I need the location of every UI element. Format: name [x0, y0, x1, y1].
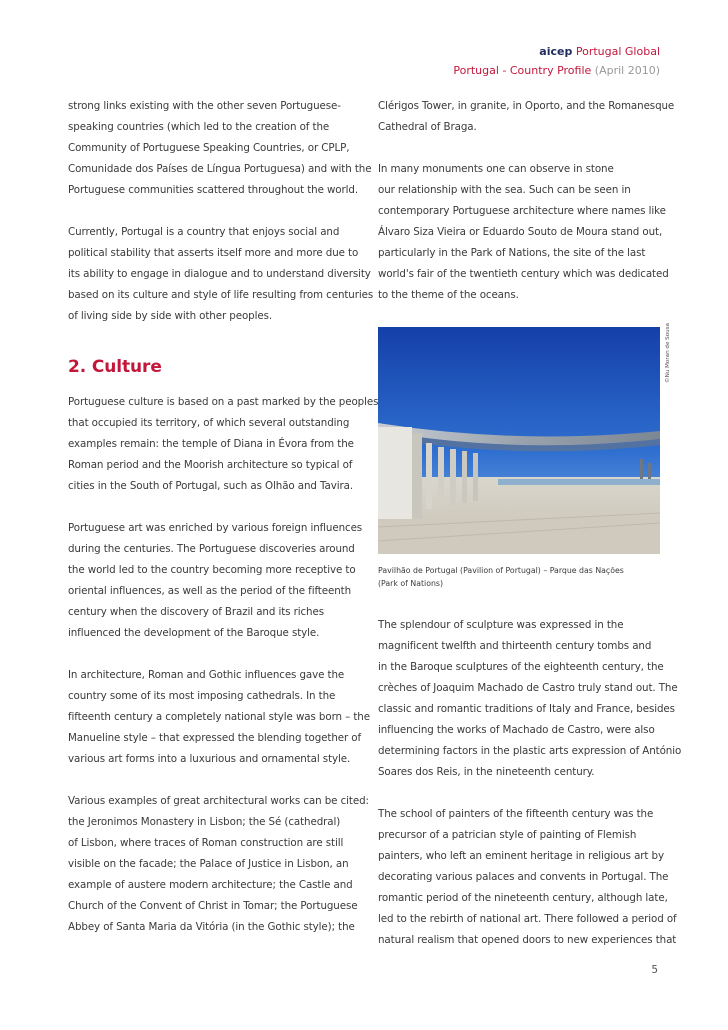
caption-line: Pavilhão de Portugal (Pavilion of Portugal) – Parque das Nações: [378, 566, 624, 575]
text-line: Community of Portuguese Speaking Countries, or CPLP,: [68, 142, 350, 154]
text-line: Currently, Portugal is a country that enjoys social and: [68, 226, 340, 238]
text-line: natural realism that opened doors to new experiences that: [378, 934, 677, 946]
text-line: the Jeronimos Monastery in Lisbon; the Sé (cathedral): [68, 816, 341, 828]
header-profile-line: [453, 61, 660, 80]
text-line: Clérigos Tower, in granite, in Oporto, and the Romanesque: [378, 100, 675, 112]
section-heading-culture: 2. Culture: [68, 357, 162, 377]
header-brand-line: [453, 42, 660, 61]
text-line: century when the discovery of Brazil and its riches: [68, 606, 324, 618]
left-column: [68, 96, 379, 938]
text-line: cities in the South of Portugal, such as Olhão and Tavira.: [68, 480, 353, 492]
text-line: country some of its most imposing cathedrals. In the: [68, 690, 336, 702]
text-line: to the theme of the oceans.: [378, 289, 519, 301]
paragraph: [68, 518, 363, 644]
paragraph: [68, 222, 374, 327]
photo-credit: ©Nu Moran de Sousa: [665, 322, 671, 383]
text-line: the world led to the country becoming more receptive to: [68, 564, 356, 576]
text-line: In architecture, Roman and Gothic influences gave the: [68, 669, 345, 681]
text-line: decorating various palaces and convents in Portugal. The: [378, 871, 669, 883]
text-line: of living side by side with other peoples.: [68, 310, 273, 322]
text-line: particularly in the Park of Nations, the site of the last: [378, 247, 646, 259]
paragraph: [378, 159, 669, 306]
text-line: its ability to engage in dialogue and to understand diversity: [68, 268, 371, 280]
caption-line: (Park of Nations): [378, 579, 444, 588]
page-number: 5: [651, 964, 658, 976]
paragraph: [68, 96, 372, 201]
text-line: Church of the Convent of Christ in Tomar; the Portuguese: [68, 900, 358, 912]
text-line: Various examples of great architectural works can be cited:: [68, 795, 369, 807]
text-line: fifteenth century a completely national style was born – the: [68, 711, 370, 723]
text-line: The school of painters of the fifteenth century was the: [378, 808, 654, 820]
text-line: Comunidade dos Países de Língua Portuguesa) and with the: [68, 163, 372, 175]
right-column-top: [378, 96, 675, 306]
paragraph: [68, 665, 370, 770]
text-line: visible on the facade; the Palace of Justice in Lisbon, an: [68, 858, 349, 870]
text-line: various art forms into a luxurious and ornamental style.: [68, 753, 351, 765]
text-line: determining factors in the plastic arts expression of António: [378, 745, 682, 757]
text-line: influencing the works of Machado de Castro, were also: [378, 724, 655, 736]
text-line: examples remain: the temple of Diana in Évora from the: [68, 438, 354, 450]
text-line: during the centuries. The Portuguese discoveries around: [68, 543, 355, 555]
right-column-bottom: [378, 615, 682, 951]
text-line: that occupied its territory, of which several outstanding: [68, 417, 350, 429]
text-line: romantic period of the nineteenth century, although late,: [378, 892, 668, 904]
profile-title: Portugal - Country Profile: [453, 64, 592, 77]
text-line: Portuguese communities scattered throughout the world.: [68, 184, 359, 196]
text-line: world's fair of the twentieth century which was dedicated: [378, 268, 669, 280]
text-line: Cathedral of Braga.: [378, 121, 477, 133]
text-line: painters, who left an eminent heritage in religious art by: [378, 850, 664, 862]
text-line: our relationship with the sea. Such can be seen in: [378, 184, 631, 196]
text-line: oriental influences, as well as the period of the fifteenth: [68, 585, 351, 597]
text-line: based on its culture and style of life resulting from centuries: [68, 289, 374, 301]
text-line: political stability that asserts itself more and more due to: [68, 247, 359, 259]
profile-date: (April 2010): [594, 64, 660, 77]
paragraph: [378, 615, 682, 783]
text-line: of Lisbon, where traces of Roman construction are still: [68, 837, 344, 849]
page-header: [453, 42, 660, 80]
text-line: crèches of Joaquim Machado de Castro truly stand out. The: [378, 682, 678, 694]
brand-name: aicep: [539, 45, 573, 58]
text-line: led to the rebirth of national art. There followed a period of: [378, 913, 677, 925]
text-line: strong links existing with the other seven Portuguese-: [68, 100, 341, 112]
text-line: Portuguese art was enriched by various foreign influences: [68, 522, 363, 534]
text-line: Portuguese culture is based on a past marked by the peoples: [68, 396, 379, 408]
text-line: Soares dos Reis, in the nineteenth century.: [378, 766, 595, 778]
text-line: classic and romantic traditions of Italy and France, besides: [378, 703, 675, 715]
paragraph: [68, 392, 379, 497]
text-line: Manueline style – that expressed the blending together of: [68, 732, 362, 744]
text-line: In many monuments one can observe in stone: [378, 163, 614, 175]
pavilion-photo: [378, 327, 660, 554]
text-line: The splendour of sculpture was expressed in the: [378, 619, 624, 631]
text-line: influenced the development of the Baroque style.: [68, 627, 320, 639]
text-line: precursor of a patrician style of painting of Flemish: [378, 829, 637, 841]
text-line: Roman period and the Moorish architecture so typical of: [68, 459, 353, 471]
brand-suffix: Portugal Global: [572, 45, 660, 58]
text-line: Álvaro Siza Vieira or Eduardo Souto de Moura stand out,: [378, 226, 663, 238]
paragraph: [68, 791, 369, 938]
paragraph: [378, 804, 677, 951]
text-line: Abbey of Santa Maria da Vitória (in the Gothic style); the: [68, 921, 355, 933]
text-line: speaking countries (which led to the creation of the: [68, 121, 330, 133]
paragraph: [378, 96, 675, 138]
text-line: contemporary Portuguese architecture where names like: [378, 205, 666, 217]
text-line: example of austere modern architecture; the Castle and: [68, 879, 353, 891]
text-line: magnificent twelfth and thirteenth century tombs and: [378, 640, 652, 652]
text-line: in the Baroque sculptures of the eighteenth century, the: [378, 661, 664, 673]
photo-caption: [378, 564, 660, 590]
